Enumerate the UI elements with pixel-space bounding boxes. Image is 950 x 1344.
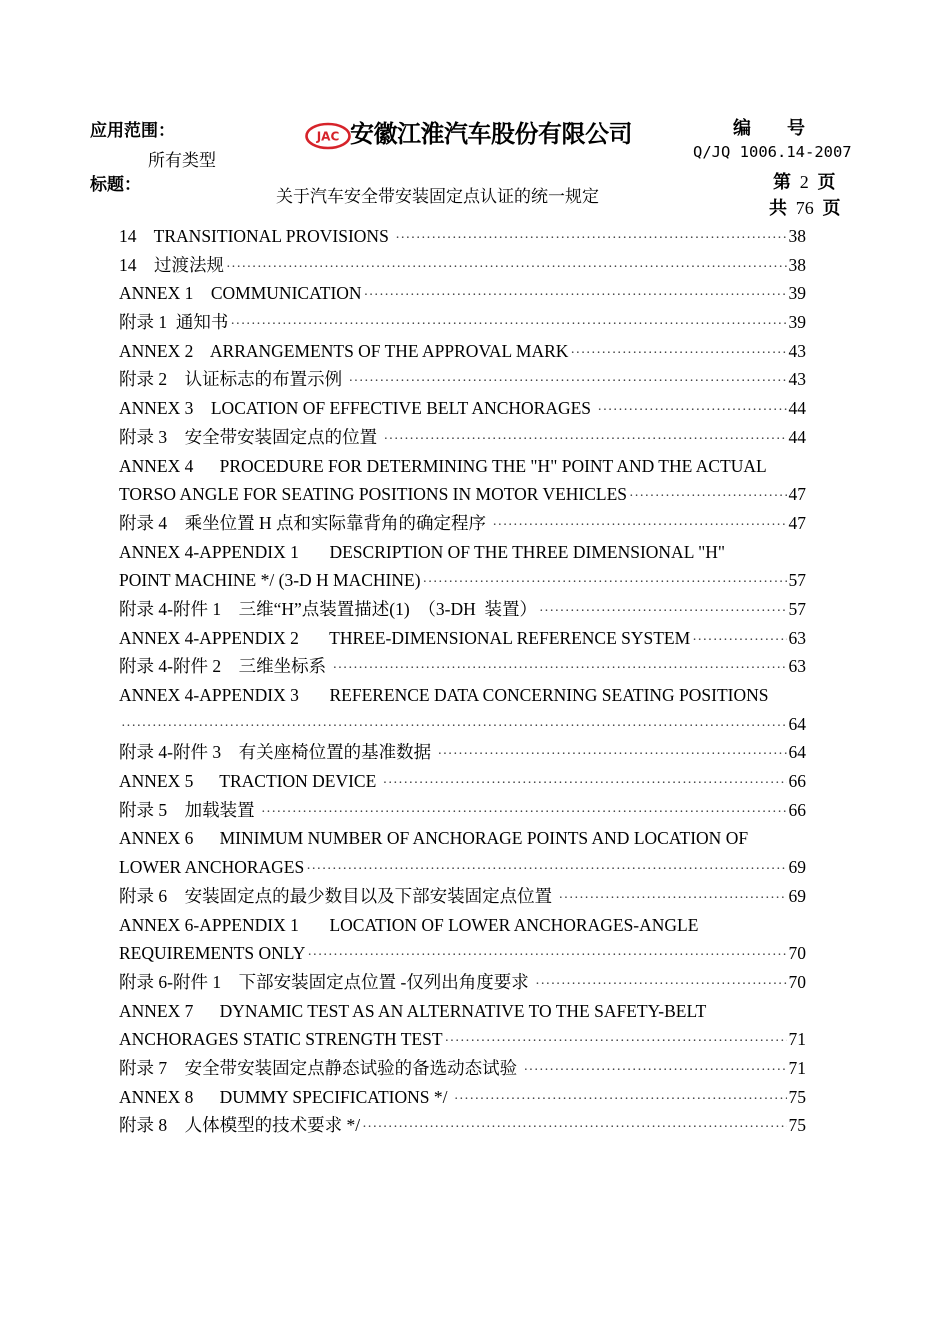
- toc-leader-dots: [539, 598, 786, 624]
- toc-entry-text: ANNEX 2 ARRANGEMENTS OF THE APPROVAL MARK: [119, 340, 569, 361]
- toc-page-number: 44: [788, 426, 806, 447]
- page-indicator: [773, 168, 835, 194]
- toc-entry: [119, 853, 806, 882]
- toc-entry: [119, 279, 806, 308]
- toc-leader-dots: [629, 483, 786, 509]
- toc-leader-dots: [524, 1057, 787, 1083]
- toc-leader-dots: [332, 655, 786, 681]
- toc-entry: [119, 566, 806, 595]
- toc-entry-text: ANNEX 8 DUMMY SPECIFICATIONS */: [119, 1086, 452, 1107]
- number-label: 编 号: [733, 118, 805, 139]
- toc-entry: [119, 1025, 806, 1054]
- toc-page-number: 70: [788, 971, 806, 992]
- scope-value: 所有类型: [148, 151, 216, 171]
- toc-entry-text: ANNEX 4 PROCEDURE FOR DETERMINING THE "H" POINT AND THE ACTUAL: [119, 455, 767, 476]
- document-title: 关于汽车安全带安装固定点认证的统一规定: [276, 187, 599, 207]
- toc-entry-text: 附录 8 人体模型的技术要求 */: [119, 1115, 361, 1136]
- toc-entry: [119, 251, 806, 280]
- jac-logo: [305, 122, 351, 150]
- toc-leader-dots: [445, 1028, 787, 1054]
- page-prefix: 第: [773, 172, 791, 193]
- toc-entry-text: 附录 1 通知书: [119, 312, 229, 333]
- toc-entry: [119, 824, 806, 853]
- document-number: Q/JQ 1006.14-2007: [693, 143, 852, 161]
- toc-leader-dots: [362, 1114, 786, 1140]
- toc-entry-text: ANNEX 4-APPENDIX 2 THREE-DIMENSIONAL REFERENCE SYSTEM: [119, 627, 691, 648]
- toc-leader-dots: [230, 311, 786, 337]
- toc-leader-dots: [535, 971, 786, 997]
- toc-page-number: 63: [788, 627, 806, 648]
- toc-page-number: 47: [788, 484, 806, 505]
- toc-leader-dots: [559, 885, 787, 911]
- toc-page-number: 57: [788, 598, 806, 619]
- toc-entry: [119, 652, 806, 681]
- toc-entry-text: 14 过渡法规: [119, 254, 224, 275]
- toc-page-number: 44: [788, 398, 806, 419]
- toc-entry-text: ANNEX 6-APPENDIX 1 LOCATION OF LOWER ANCHORAGES-ANGLE: [119, 914, 699, 935]
- toc-entry-text: 附录 3 安全带安装固定点的位置: [119, 426, 382, 447]
- toc-entry-text: 附录 2 认证标志的布置示例: [119, 369, 347, 390]
- total-prefix: 共: [769, 198, 787, 219]
- toc-page-number: 57: [788, 570, 806, 591]
- toc-entry: [119, 767, 806, 796]
- page-suffix: 页: [817, 172, 836, 193]
- toc-entry: [119, 423, 806, 452]
- company-name: 安徽江淮汽车股份有限公司: [350, 120, 632, 148]
- toc-leader-dots: [570, 340, 786, 366]
- toc-entry: [119, 710, 806, 739]
- toc-entry-text: ANNEX 1 COMMUNICATION: [119, 283, 362, 304]
- toc-entry: [119, 1111, 806, 1140]
- toc-page-number: 69: [788, 885, 806, 906]
- toc-entry: [119, 1054, 806, 1083]
- toc-entry: [119, 997, 806, 1026]
- toc-page-number: 47: [788, 512, 806, 533]
- toc-page-number: 71: [788, 1029, 806, 1050]
- toc-entry-text: ANNEX 4-APPENDIX 1 DESCRIPTION OF THE THREE DIMENSIONAL "H": [119, 541, 726, 562]
- toc-page-number: 39: [788, 283, 806, 304]
- toc-page-number: 38: [788, 226, 806, 246]
- toc-page-number: 71: [788, 1057, 806, 1078]
- toc-page-number: 64: [788, 713, 806, 734]
- toc-leader-dots: [307, 942, 786, 968]
- logo-text: JAC: [316, 129, 340, 144]
- toc-entry: [119, 452, 806, 481]
- toc-page-number: 43: [788, 369, 806, 390]
- total-pages-indicator: [769, 194, 840, 220]
- toc-entry: [119, 365, 806, 394]
- toc-entry: [119, 480, 806, 509]
- toc-leader-dots: [349, 368, 787, 394]
- toc-entry-text: ANNEX 5 TRACTION DEVICE: [119, 771, 381, 792]
- toc-entry: [119, 939, 806, 968]
- toc-entry: [119, 222, 806, 251]
- toc-page-number: 75: [788, 1115, 806, 1136]
- toc-leader-dots: [492, 512, 786, 538]
- toc-page-number: 66: [788, 771, 806, 792]
- toc-page-number: 63: [788, 656, 806, 677]
- toc-leader-dots: [395, 225, 786, 251]
- toc-entry: [119, 337, 806, 366]
- page-total: 76: [795, 198, 814, 218]
- toc-page-number: 38: [788, 254, 806, 275]
- toc-page-number: 39: [788, 312, 806, 333]
- toc-entry-text: TORSO ANGLE FOR SEATING POSITIONS IN MOTOR VEHICLES: [119, 484, 628, 505]
- table-of-contents: [119, 222, 806, 1140]
- toc-page-number: 66: [788, 799, 806, 820]
- toc-entry-text: 附录 4-附件 3 有关座椅位置的基准数据: [119, 742, 436, 763]
- toc-entry-text: 附录 6 安装固定点的最少数目以及下部安装固定点位置: [119, 885, 557, 906]
- toc-entry-text: 附录 7 安全带安装固定点静态试验的备选动态试验: [119, 1057, 522, 1078]
- toc-entry: [119, 394, 806, 423]
- scope-label: 应用范围：: [90, 121, 175, 141]
- toc-entry-text: ANNEX 3 LOCATION OF EFFECTIVE BELT ANCHORAGES: [119, 398, 596, 419]
- toc-entry-text: 附录 5 加载装置: [119, 799, 259, 820]
- toc-leader-dots: [226, 254, 787, 280]
- toc-leader-dots: [261, 799, 787, 825]
- toc-entry-text: ANNEX 6 MINIMUM NUMBER OF ANCHORAGE POINTS AND LOCATION OF: [119, 828, 749, 849]
- toc-leader-dots: [454, 1086, 787, 1112]
- toc-leader-dots: [121, 713, 787, 739]
- toc-entry: [119, 624, 806, 653]
- toc-entry-text: ANCHORAGES STATIC STRENGTH TEST: [119, 1029, 443, 1050]
- toc-entry-text: POINT MACHINE */ (3-D H MACHINE): [119, 570, 421, 591]
- toc-entry-text: 附录 4 乘坐位置 H 点和实际靠背角的确定程序: [119, 512, 491, 533]
- toc-entry-text: ANNEX 4-APPENDIX 3 REFERENCE DATA CONCERNING SEATING POSITIONS: [119, 685, 769, 705]
- toc-entry: [119, 681, 806, 710]
- toc-entry-text: 附录 6-附件 1 下部安装固定点位置 -仅列出角度要求: [119, 971, 534, 992]
- toc-leader-dots: [597, 397, 786, 423]
- toc-entry-text: REQUIREMENTS ONLY: [119, 943, 306, 964]
- toc-entry: [119, 796, 806, 825]
- toc-page-number: 69: [788, 857, 806, 878]
- toc-leader-dots: [437, 741, 786, 767]
- toc-page-number: 70: [788, 943, 806, 964]
- toc-leader-dots: [383, 770, 787, 796]
- toc-entry: [119, 882, 806, 911]
- toc-entry: [119, 738, 806, 767]
- toc-entry: [119, 538, 806, 567]
- toc-entry: [119, 1083, 806, 1112]
- toc-entry-text: 附录 4-附件 1 三维“H”点装置描述(1) （3-DH 装置）: [119, 598, 538, 619]
- toc-leader-dots: [692, 627, 786, 653]
- toc-page-number: 43: [788, 340, 806, 361]
- toc-leader-dots: [423, 569, 787, 595]
- toc-page-number: 64: [788, 742, 806, 763]
- toc-entry-text: ANNEX 7 DYNAMIC TEST AS AN ALTERNATIVE TO THE SAFETY-BELT: [119, 1000, 707, 1021]
- toc-entry: [119, 308, 806, 337]
- toc-leader-dots: [306, 856, 786, 882]
- toc-leader-dots: [364, 282, 787, 308]
- title-label: 标题：: [90, 175, 141, 195]
- toc-entry: [119, 595, 806, 624]
- toc-page-number: 75: [788, 1086, 806, 1107]
- toc-entry-text: 14 TRANSITIONAL PROVISIONS: [119, 226, 394, 246]
- toc-entry-text: 附录 4-附件 2 三维坐标系: [119, 656, 331, 677]
- page-current: 2: [799, 172, 809, 192]
- total-suffix: 页: [822, 198, 841, 219]
- toc-entry: [119, 509, 806, 538]
- toc-entry-text: LOWER ANCHORAGES: [119, 857, 305, 878]
- toc-leader-dots: [384, 426, 787, 452]
- toc-entry: [119, 911, 806, 940]
- toc-entry: [119, 968, 806, 997]
